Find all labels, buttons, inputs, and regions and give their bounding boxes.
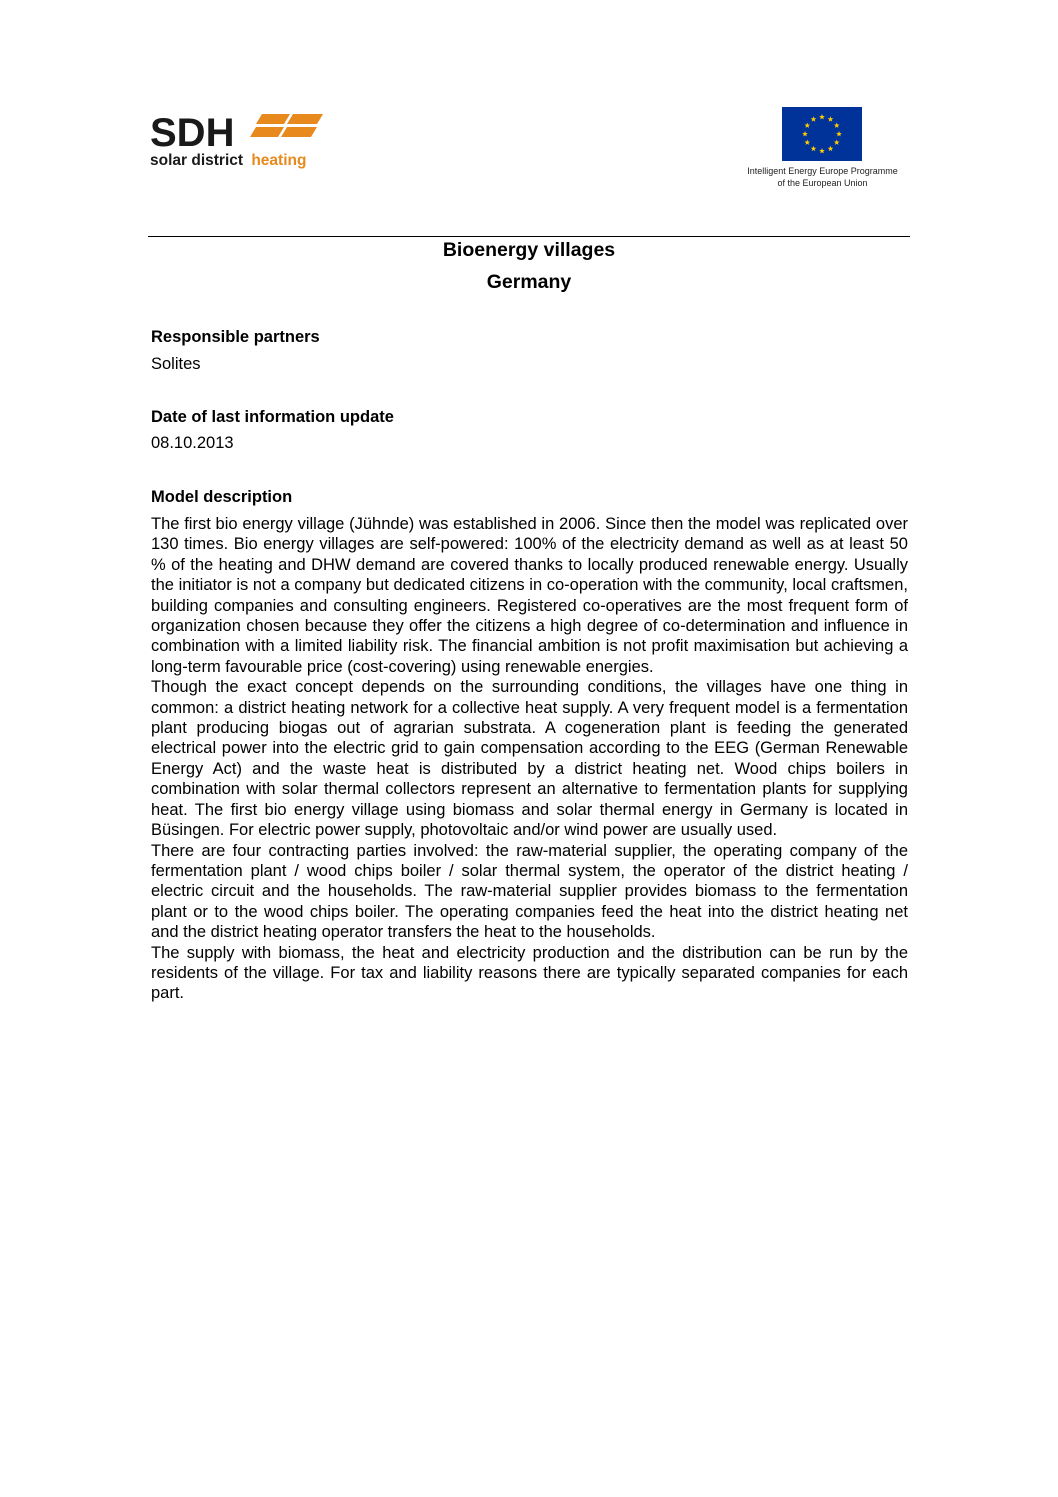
eu-star-icon bbox=[819, 148, 825, 153]
model-description bbox=[151, 514, 908, 1004]
partners-value: Solites bbox=[151, 355, 201, 373]
update-heading: Date of last information update bbox=[151, 408, 394, 426]
eu-star-icon bbox=[802, 131, 808, 136]
svg-text:solar district heating bbox=[150, 152, 306, 169]
sdh-bar-icon bbox=[250, 127, 284, 137]
sdh-bar-icon bbox=[256, 114, 290, 124]
eu-star-icon bbox=[834, 123, 840, 128]
eu-star-icon bbox=[836, 131, 842, 136]
model-heading: Model description bbox=[151, 488, 293, 506]
eu-star-icon bbox=[819, 114, 825, 119]
eu-star-icon bbox=[804, 123, 810, 128]
sdh-bar-icon bbox=[287, 114, 323, 124]
sdh-logo-mark: SDH bbox=[150, 111, 235, 155]
document-title: Bioenergy villages bbox=[442, 239, 616, 261]
partners-heading: Responsible partners bbox=[151, 328, 320, 346]
sdh-logo-line-1: solar district bbox=[150, 152, 244, 169]
eu-caption-line-2: of the European Union bbox=[777, 178, 868, 188]
sdh-logo-line-2: heating bbox=[251, 152, 307, 169]
eu-flag-icon bbox=[782, 107, 862, 161]
sdh-bar-icon bbox=[281, 127, 317, 137]
eu-star-icon bbox=[811, 116, 817, 121]
eu-caption bbox=[735, 165, 910, 189]
description-paragraph: There are four contracting parties involved: the raw-material supplier, the operating company of the fermentation plant / wood chips boiler / solar thermal system, the operator of the district heating / electric circuit and the households. The raw-material supplier provides biomass to the fermentation plant or to the wood chips boiler. The operating companies feed the heat into the district heating net and the district heating operator transfers the heat to the households. bbox=[151, 841, 908, 942]
sdh-logo bbox=[150, 110, 330, 172]
document-subtitle: Germany bbox=[486, 271, 572, 293]
description-paragraph: The supply with biomass, the heat and electricity production and the distribution can be run by the residents of the village. For tax and liability reasons there are typically separated companies for each part. bbox=[151, 943, 908, 1003]
eu-star-icon bbox=[834, 140, 840, 145]
eu-star-icon bbox=[828, 146, 834, 151]
eu-star-icon bbox=[804, 140, 810, 145]
eu-caption-line-1: Intelligent Energy Europe Programme bbox=[747, 166, 898, 176]
eu-star-icon bbox=[811, 146, 817, 151]
update-value: 08.10.2013 bbox=[151, 434, 234, 452]
header-divider bbox=[148, 236, 910, 237]
eu-stars-icon bbox=[782, 107, 862, 161]
eu-logo bbox=[735, 105, 910, 195]
description-paragraph: The first bio energy village (Jühnde) was established in 2006. Since then the model was replicated over 130 times. Bio energy villages are self-powered: 100% of the electricity demand as well as at least 50 % of the heating and DHW demand are covered thanks to locally produced renewable energy. Usually the initiator is not a company but dedicated citizens in co-operation with the community, local craftsmen, building companies and consulting engineers. Registered co-operatives are the most frequent form of organization chosen because they offer the citizens a high degree of co-determination and influence in combination with a limited liability risk. The financial ambition is not profit maximisation but achieving a long-term favourable price (cost-covering) using renewable energies. bbox=[151, 515, 908, 676]
eu-star-icon bbox=[828, 116, 834, 121]
sdh-logo-graphic bbox=[150, 110, 330, 172]
description-paragraph: Though the exact concept depends on the surrounding conditions, the villages have one thing in common: a district heating network for a collective heat supply. A very frequent model is a fermentation plant producing biogas out of agrarian substrata. A cogeneration plant is feeding the generated electrical power into the electric grid to gain compensation according to the EEG (German Renewable Energy Act) and the waste heat is distributed by a district heating net. Wood chips boilers in combination with solar thermal collectors represent an alternative to fermentation plants for supplying heat. The first bio energy village using biomass and solar thermal energy in Germany is located in Büsingen. For electric power supply, photovoltaic and/or wind power are usually used. bbox=[151, 678, 908, 840]
